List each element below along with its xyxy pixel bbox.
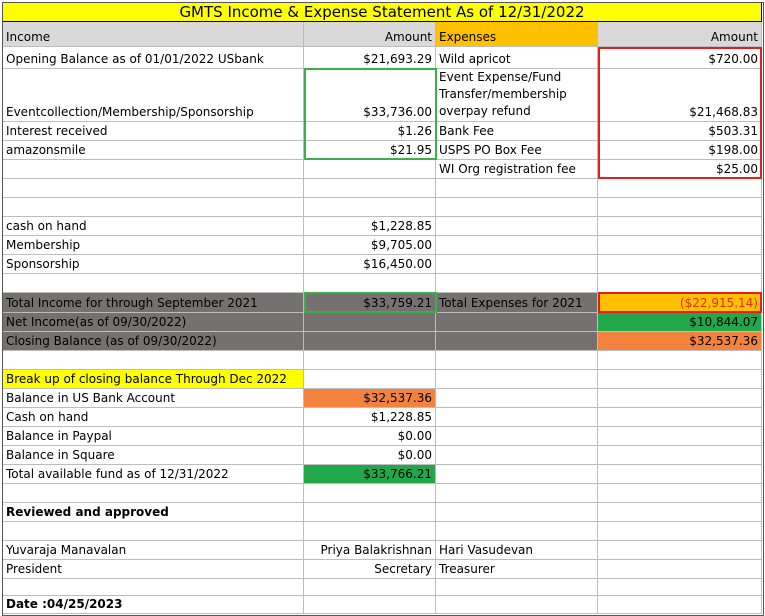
expense-label[interactable]: USPS PO Box Fee <box>436 141 598 159</box>
empty-cell[interactable] <box>304 370 436 388</box>
breakup-label[interactable]: Total available fund as of 12/31/2022 <box>2 465 304 483</box>
empty-cell[interactable] <box>598 179 762 197</box>
closing-balance-label[interactable]: Closing Balance (as of 09/30/2022) <box>2 332 304 350</box>
income-label[interactable]: Eventcollection/Membership/Sponsorship <box>2 69 304 121</box>
expense-amount[interactable]: $198.00 <box>598 141 762 159</box>
statement-title: GMTS Income & Expense Statement As of 12/31/2022 <box>2 2 762 22</box>
table-row <box>2 122 762 141</box>
empty-cell[interactable] <box>436 274 598 292</box>
header-amount[interactable]: Amount <box>304 22 436 46</box>
table-row <box>2 47 762 69</box>
signatory-titles-row <box>2 560 762 579</box>
empty-cell[interactable] <box>436 370 598 388</box>
approval-date[interactable]: Date :04/25/2023 <box>2 596 304 613</box>
table-row <box>2 522 762 541</box>
income-amount[interactable]: $1.26 <box>304 122 436 140</box>
breakup-heading-row <box>2 370 762 389</box>
expense-amount[interactable]: $21,468.83 <box>598 69 762 121</box>
expense-label[interactable]: Wild apricot <box>436 47 598 68</box>
income-label[interactable]: Opening Balance as of 01/01/2022 USbank <box>2 47 304 68</box>
table-row <box>2 274 762 293</box>
empty-cell[interactable] <box>2 351 304 369</box>
breakup-heading[interactable]: Break up of closing balance Through Dec 2022 <box>2 370 304 388</box>
empty-cell[interactable] <box>436 236 598 254</box>
empty-cell[interactable] <box>304 274 436 292</box>
expense-amount[interactable]: $720.00 <box>598 47 762 68</box>
approval-heading-row <box>2 503 762 522</box>
breakup-amount[interactable]: $32,537.36 <box>304 389 436 407</box>
table-row <box>2 236 762 255</box>
empty-cell[interactable] <box>598 389 762 407</box>
empty-cell[interactable] <box>598 541 762 559</box>
table-row <box>2 408 762 427</box>
header-expenses[interactable]: Expenses <box>436 22 598 46</box>
empty-cell[interactable] <box>598 560 762 578</box>
table-row <box>2 69 762 122</box>
empty-cell[interactable] <box>436 313 598 331</box>
empty-cell[interactable] <box>598 408 762 426</box>
empty-cell[interactable] <box>304 596 436 613</box>
treasurer-title[interactable]: Treasurer <box>436 560 598 578</box>
net-income-row <box>2 313 762 332</box>
closing-balance-row <box>2 332 762 351</box>
empty-cell[interactable] <box>598 579 762 595</box>
table-row <box>2 141 762 160</box>
table-row <box>2 198 762 217</box>
empty-cell[interactable] <box>436 389 598 407</box>
breakup-amount[interactable]: $0.00 <box>304 446 436 464</box>
table-row <box>2 160 762 179</box>
empty-cell[interactable] <box>598 522 762 540</box>
empty-cell[interactable] <box>598 484 762 502</box>
net-income-label[interactable]: Net Income(as of 09/30/2022) <box>2 313 304 331</box>
president-name[interactable]: Yuvaraja Manavalan <box>2 541 304 559</box>
table-row <box>2 389 762 408</box>
empty-cell[interactable] <box>436 503 598 521</box>
empty-cell[interactable] <box>436 522 598 540</box>
empty-cell[interactable] <box>2 198 304 216</box>
closing-balance-amount[interactable]: $32,537.36 <box>598 332 762 350</box>
signatory-names-row <box>2 541 762 560</box>
expense-label[interactable]: Bank Fee <box>436 122 598 140</box>
header-row <box>2 22 762 47</box>
header-expense-amount[interactable]: Amount <box>598 22 762 46</box>
empty-cell[interactable] <box>436 446 598 464</box>
breakdown-label[interactable]: cash on hand <box>2 217 304 235</box>
empty-cell[interactable] <box>598 596 762 613</box>
expense-label[interactable]: WI Org registration fee <box>436 160 598 178</box>
total-income-label[interactable]: Total Income for through September 2021 <box>2 293 304 312</box>
empty-cell[interactable] <box>2 484 304 502</box>
breakup-label[interactable]: Balance in US Bank Account <box>2 389 304 407</box>
secretary-name[interactable]: Priya Balakrishnan <box>304 541 436 559</box>
empty-cell[interactable] <box>436 198 598 216</box>
table-row <box>2 465 762 484</box>
table-row <box>2 179 762 198</box>
empty-cell[interactable] <box>304 351 436 369</box>
breakup-amount[interactable]: $0.00 <box>304 427 436 445</box>
treasurer-name[interactable]: Hari Vasudevan <box>436 541 598 559</box>
empty-cell[interactable] <box>598 217 762 235</box>
secretary-title[interactable]: Secretary <box>304 560 436 578</box>
total-income-row <box>2 293 762 313</box>
expense-amount[interactable]: $25.00 <box>598 160 762 178</box>
empty-cell[interactable] <box>436 217 598 235</box>
income-label[interactable]: amazonsmile <box>2 141 304 159</box>
breakup-label[interactable]: Cash on hand <box>2 408 304 426</box>
breakup-amount[interactable]: $1,228.85 <box>304 408 436 426</box>
empty-cell[interactable] <box>436 465 598 483</box>
empty-cell[interactable] <box>598 446 762 464</box>
empty-cell[interactable] <box>436 596 598 613</box>
spreadsheet <box>2 2 762 614</box>
income-amount[interactable]: $21.95 <box>304 141 436 159</box>
empty-cell[interactable] <box>436 484 598 502</box>
table-row <box>2 255 762 274</box>
total-expenses-amount[interactable]: ($22,915.14) <box>598 293 762 312</box>
empty-cell[interactable] <box>436 332 598 350</box>
table-row <box>2 427 762 446</box>
empty-cell[interactable] <box>304 313 436 331</box>
empty-cell[interactable] <box>436 579 598 595</box>
breakdown-label[interactable]: Membership <box>2 236 304 254</box>
empty-cell[interactable] <box>598 351 762 369</box>
empty-cell[interactable] <box>436 179 598 197</box>
empty-cell[interactable] <box>304 198 436 216</box>
table-row <box>2 217 762 236</box>
empty-cell[interactable] <box>2 579 304 595</box>
table-row <box>2 446 762 465</box>
table-row <box>2 351 762 370</box>
empty-cell[interactable] <box>2 160 304 178</box>
breakdown-label[interactable]: Sponsorship <box>2 255 304 273</box>
expense-label[interactable]: Event Expense/Fund Transfer/membership overpay refund <box>436 69 598 121</box>
breakup-label[interactable]: Balance in Paypal <box>2 427 304 445</box>
date-row <box>2 596 762 614</box>
breakdown-amount[interactable]: $1,228.85 <box>304 217 436 235</box>
empty-cell[interactable] <box>598 255 762 273</box>
empty-cell[interactable] <box>304 522 436 540</box>
empty-cell[interactable] <box>304 160 436 178</box>
empty-cell[interactable] <box>304 579 436 595</box>
income-amount[interactable]: $33,736.00 <box>304 69 436 121</box>
empty-cell[interactable] <box>304 332 436 350</box>
empty-cell[interactable] <box>598 274 762 292</box>
empty-cell[interactable] <box>598 503 762 521</box>
total-income-amount[interactable]: $33,759.21 <box>304 293 436 312</box>
income-label[interactable]: Interest received <box>2 122 304 140</box>
net-income-amount[interactable]: $10,844.07 <box>598 313 762 331</box>
total-fund-amount[interactable]: $33,766.21 <box>304 465 436 483</box>
table-row <box>2 579 762 596</box>
total-expenses-label[interactable]: Total Expenses for 2021 <box>436 293 598 312</box>
empty-cell[interactable] <box>436 351 598 369</box>
empty-cell[interactable] <box>598 465 762 483</box>
empty-cell[interactable] <box>436 427 598 445</box>
empty-cell[interactable] <box>2 179 304 197</box>
empty-cell[interactable] <box>2 274 304 292</box>
empty-cell[interactable] <box>436 255 598 273</box>
empty-cell[interactable] <box>2 522 304 540</box>
empty-cell[interactable] <box>598 427 762 445</box>
empty-cell[interactable] <box>304 503 436 521</box>
header-income[interactable]: Income <box>2 22 304 46</box>
empty-cell[interactable] <box>304 484 436 502</box>
table-row <box>2 484 762 503</box>
approval-heading[interactable]: Reviewed and approved <box>2 503 304 521</box>
empty-cell[interactable] <box>304 179 436 197</box>
income-amount[interactable]: $21,693.29 <box>304 47 436 68</box>
breakup-label[interactable]: Balance in Square <box>2 446 304 464</box>
empty-cell[interactable] <box>598 198 762 216</box>
expense-amount[interactable]: $503.31 <box>598 122 762 140</box>
breakdown-amount[interactable]: $9,705.00 <box>304 236 436 254</box>
president-title[interactable]: President <box>2 560 304 578</box>
empty-cell[interactable] <box>598 236 762 254</box>
empty-cell[interactable] <box>598 370 762 388</box>
breakdown-amount[interactable]: $16,450.00 <box>304 255 436 273</box>
empty-cell[interactable] <box>436 408 598 426</box>
